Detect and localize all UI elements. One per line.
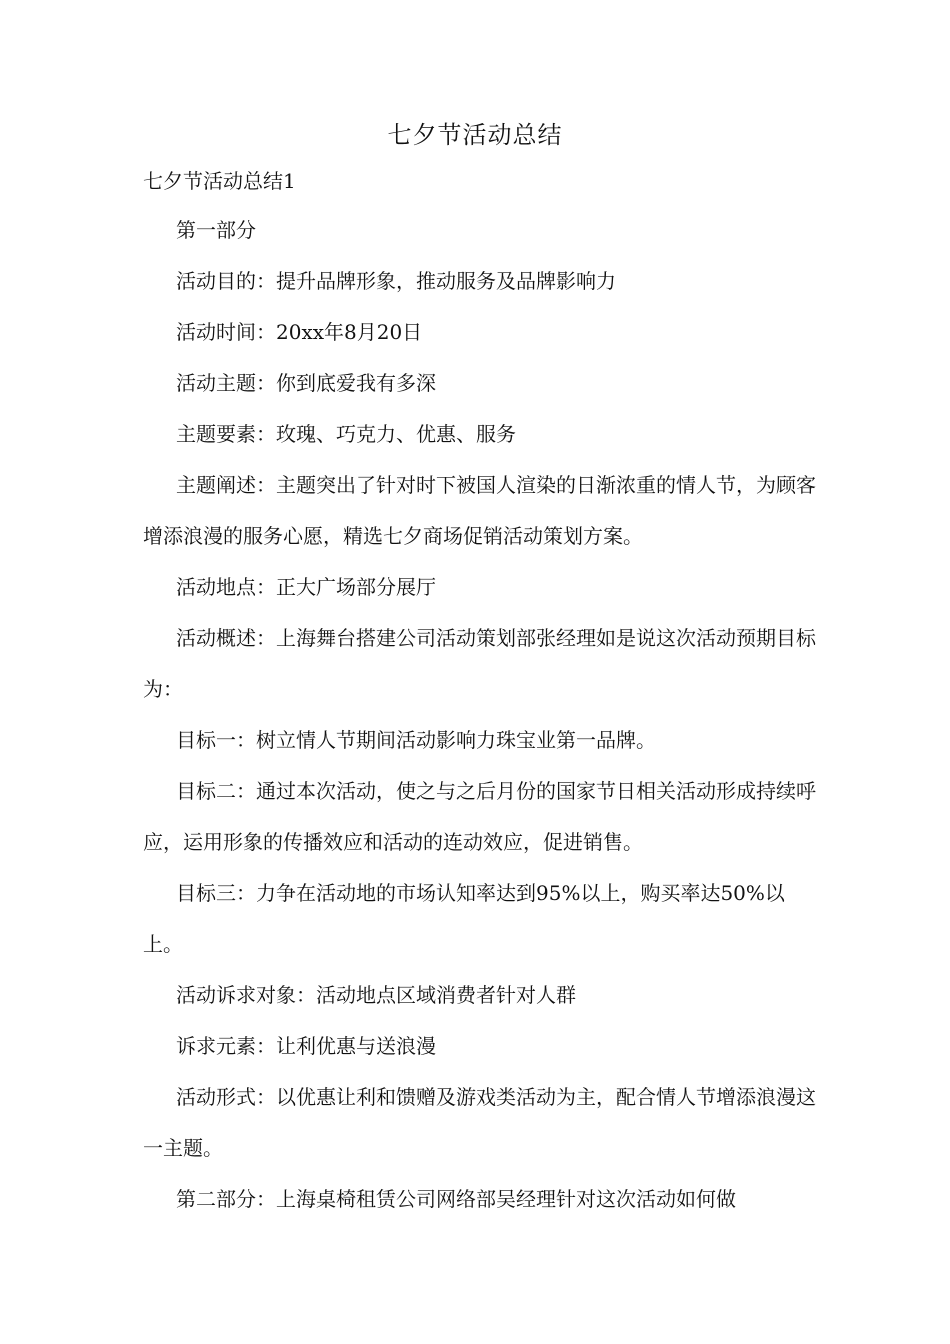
document-subtitle: 七夕节活动总结1 bbox=[143, 169, 296, 193]
paragraph: 主题要素：玫瑰、巧克力、优惠、服务 bbox=[176, 422, 516, 446]
paragraph: 目标二：通过本次活动，使之与之后月份的国家节日相关活动形成持续呼应，运用形象的传播效应和活动的连动效应，促进销售。 bbox=[143, 779, 816, 854]
document-body bbox=[143, 205, 823, 1225]
paragraph: 活动时间：20xx年8月20日 bbox=[176, 320, 423, 344]
document-title: 七夕节活动总结 bbox=[387, 121, 563, 149]
paragraph: 主题阐述：主题突出了针对时下被国人渲染的日渐浓重的情人节，为顾客增添浪漫的服务心愿，精选七夕商场促销活动策划方案。 bbox=[143, 473, 816, 548]
paragraph: 活动目的：提升品牌形象，推动服务及品牌影响力 bbox=[176, 269, 616, 293]
paragraph: 诉求元素：让利优惠与送浪漫 bbox=[176, 1034, 436, 1058]
paragraph: 活动形式：以优惠让利和馈赠及游戏类活动为主，配合情人节增添浪漫这一主题。 bbox=[143, 1085, 816, 1160]
paragraph: 活动地点：正大广场部分展厅 bbox=[176, 575, 436, 599]
paragraph: 第二部分：上海桌椅租赁公司网络部吴经理针对这次活动如何做 bbox=[176, 1187, 736, 1211]
paragraph: 活动概述：上海舞台搭建公司活动策划部张经理如是说这次活动预期目标为： bbox=[143, 626, 816, 701]
paragraph: 目标一：树立情人节期间活动影响力珠宝业第一品牌。 bbox=[176, 728, 656, 752]
paragraph: 第一部分 bbox=[176, 218, 256, 242]
paragraph: 目标三：力争在活动地的市场认知率达到95%以上，购买率达50%以上。 bbox=[143, 881, 785, 956]
paragraph: 活动诉求对象：活动地点区域消费者针对人群 bbox=[176, 983, 576, 1007]
paragraph: 活动主题：你到底爱我有多深 bbox=[176, 371, 436, 395]
